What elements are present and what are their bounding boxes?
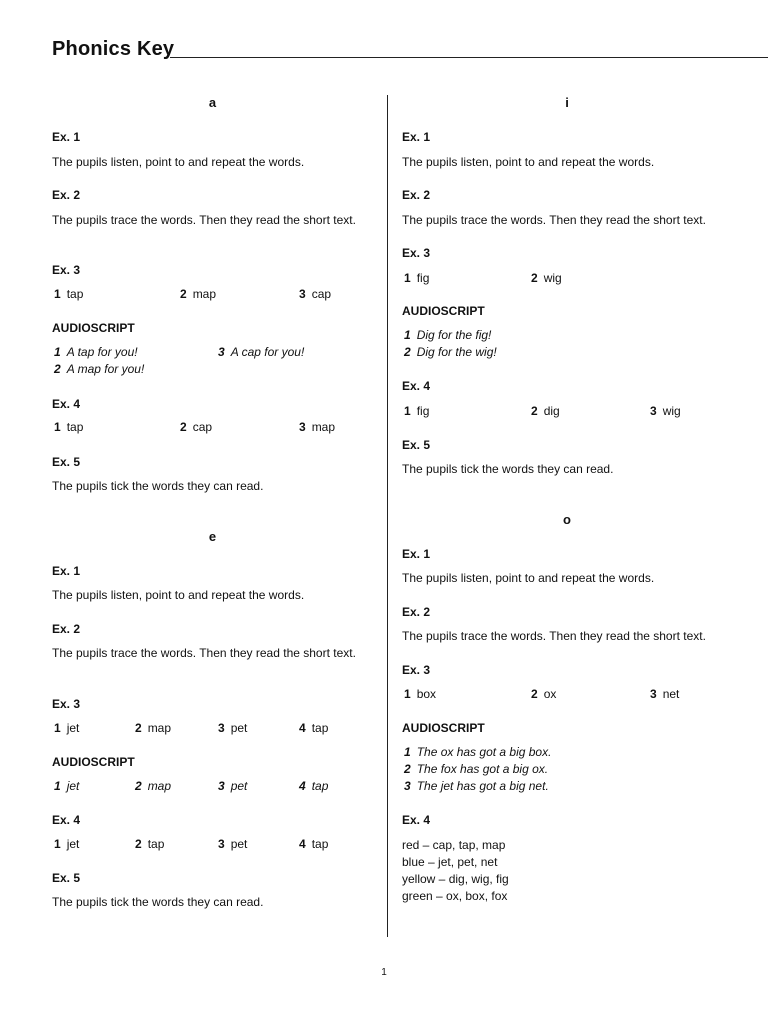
exercise-3-heading: Ex. 3 [52,697,81,711]
answer-item [54,420,83,434]
answer-number: 2 [531,271,538,285]
audioscript-number: 1 [54,779,61,793]
exercise-2-heading: Ex. 2 [402,188,431,202]
audioscript-text: tap [311,779,329,793]
answer-number: 3 [299,287,306,301]
answer-number: 4 [299,721,306,735]
audioscript-heading: AUDIOSCRIPT [52,321,135,335]
answer-number: 1 [54,420,61,434]
answer-word: tap [311,721,329,735]
audioscript-line [52,779,373,795]
answer-item [180,420,212,434]
exercise-3-heading: Ex. 3 [402,663,431,677]
audioscript-heading: AUDIOSCRIPT [52,755,135,769]
answer-number: 3 [650,687,657,701]
section-heading-e: e [208,529,217,544]
audioscript-item [299,779,328,793]
answer-item [531,271,562,285]
answer-item [404,271,429,285]
colour-group-line: blue – jet, pet, net [402,855,498,869]
audioscript-line [402,762,732,778]
answer-item [531,404,560,418]
answer-word: cap [311,287,332,301]
answer-item [135,837,164,851]
answer-word: box [416,687,437,701]
answer-word: map [147,721,172,735]
audioscript-item [218,345,304,359]
audioscript-item [404,762,548,776]
answer-number: 2 [135,837,142,851]
answer-item [404,404,429,418]
answer-word: tap [147,837,165,851]
answer-word: fig [416,271,430,285]
audioscript-item [404,745,551,759]
answer-number: 3 [218,837,225,851]
exercise-2-text: The pupils trace the words. Then they read the short text. [52,646,356,660]
answer-item [299,837,328,851]
exercise-4-answers [52,420,373,436]
audioscript-line [402,779,732,795]
audioscript-line [402,328,732,344]
exercise-4-answers [52,837,373,853]
exercise-4-heading: Ex. 4 [52,813,81,827]
answer-word: tap [66,287,84,301]
answer-item [54,287,83,301]
audioscript-number: 2 [404,345,411,359]
colour-groups-list [402,837,732,905]
audioscript-item [54,362,144,376]
audioscript-number: 4 [299,779,306,793]
answer-word: map [311,420,336,434]
page-number: 1 [381,967,387,978]
exercise-3-answers [402,271,732,287]
answer-number: 2 [531,404,538,418]
answer-number: 2 [135,721,142,735]
exercise-1-heading: Ex. 1 [52,564,81,578]
exercise-4-heading: Ex. 4 [52,397,81,411]
exercise-3-answers [402,687,732,703]
answer-number: 3 [299,420,306,434]
exercise-2-heading: Ex. 2 [402,605,431,619]
exercise-4-heading: Ex. 4 [402,813,431,827]
colour-group-line: green – ox, box, fox [402,889,508,903]
answer-number: 2 [531,687,538,701]
audioscript-number: 1 [404,328,411,342]
audioscript-item [218,779,247,793]
answer-item [218,721,247,735]
answer-word: jet [66,721,80,735]
audioscript-text: The fox has got a big ox. [416,762,549,776]
answer-number: 1 [404,687,411,701]
audioscript-text: pet [230,779,248,793]
answer-item [531,687,556,701]
answer-number: 2 [180,420,187,434]
answer-word: tap [66,420,84,434]
audioscript-heading: AUDIOSCRIPT [402,304,485,318]
audioscript-text: Dig for the fig! [416,328,492,342]
answer-item [54,837,79,851]
exercise-5-text: The pupils tick the words they can read. [402,462,614,476]
exercise-2-heading: Ex. 2 [52,188,81,202]
answer-word: fig [416,404,430,418]
answer-number: 1 [404,404,411,418]
audioscript-line [402,345,732,361]
exercise-1-text: The pupils listen, point to and repeat the words. [52,588,305,602]
section-heading-o: o [563,512,571,527]
answer-number: 4 [299,837,306,851]
audioscript-number: 3 [218,345,225,359]
answer-item [218,837,247,851]
answer-item [135,721,171,735]
exercise-5-text: The pupils tick the words they can read. [52,479,264,493]
answer-word: net [662,687,680,701]
audioscript-text: The ox has got a big box. [416,745,552,759]
exercise-2-text: The pupils trace the words. Then they read the short text. [402,213,706,227]
audioscript-item [404,328,491,342]
answer-number: 1 [404,271,411,285]
answer-word: dig [543,404,560,418]
audioscript-text: A map for you! [66,362,145,376]
answer-word: map [192,287,217,301]
answer-item [180,287,216,301]
answer-number: 1 [54,287,61,301]
exercise-2-heading: Ex. 2 [52,622,81,636]
exercise-3-heading: Ex. 3 [52,263,81,277]
exercise-1-heading: Ex. 1 [402,547,431,561]
audioscript-line [52,362,373,378]
exercise-1-text: The pupils listen, point to and repeat the words. [52,155,305,169]
answer-word: pet [230,837,248,851]
title-rule [170,57,768,58]
audioscript-item [135,779,171,793]
exercise-3-answers [52,287,373,303]
exercise-1-heading: Ex. 1 [52,130,81,144]
exercise-2-text: The pupils trace the words. Then they read the short text. [52,213,356,227]
colour-group-line: red – cap, tap, map [402,838,506,852]
answer-number: 2 [180,287,187,301]
audioscript-number: 2 [135,779,142,793]
audioscript-item [404,779,549,793]
answer-word: pet [230,721,248,735]
audioscript-item [54,345,138,359]
answer-word: cap [192,420,213,434]
answer-item [650,687,679,701]
audioscript-text: A tap for you! [66,345,138,359]
audioscript-number: 1 [54,345,61,359]
audioscript-line [402,745,732,761]
audioscript-heading: AUDIOSCRIPT [402,721,485,735]
answer-item [650,404,681,418]
column-divider [387,95,388,937]
answer-number: 3 [650,404,657,418]
answer-item [54,721,79,735]
audioscript-text: jet [66,779,80,793]
page-title: Phonics Key [52,38,175,60]
section-heading-a: a [208,95,217,110]
exercise-3-heading: Ex. 3 [402,246,431,260]
answer-number: 1 [54,837,61,851]
exercise-5-text: The pupils tick the words they can read. [52,895,264,909]
audioscript-number: 3 [218,779,225,793]
answer-word: ox [543,687,557,701]
exercise-5-heading: Ex. 5 [52,871,81,885]
answer-word: jet [66,837,80,851]
exercise-2-text: The pupils trace the words. Then they read the short text. [402,629,706,643]
audioscript-text: Dig for the wig! [416,345,497,359]
audioscript-text: The jet has got a big net. [416,779,549,793]
exercise-1-heading: Ex. 1 [402,130,431,144]
exercise-4-answers [402,404,732,420]
exercise-3-answers [52,721,373,737]
answer-number: 1 [54,721,61,735]
answer-item [404,687,436,701]
exercise-5-heading: Ex. 5 [402,438,431,452]
audioscript-text: map [147,779,172,793]
audioscript-number: 2 [54,362,61,376]
answer-word: wig [543,271,562,285]
audioscript-item [54,779,79,793]
answer-item [299,420,335,434]
answer-word: wig [662,404,681,418]
audioscript-text: A cap for you! [230,345,305,359]
exercise-1-text: The pupils listen, point to and repeat the words. [402,571,655,585]
audioscript-number: 3 [404,779,411,793]
audioscript-number: 2 [404,762,411,776]
answer-item [299,287,331,301]
exercise-5-heading: Ex. 5 [52,455,81,469]
answer-word: tap [311,837,329,851]
colour-group-line: yellow – dig, wig, fig [402,872,509,886]
exercise-4-heading: Ex. 4 [402,379,431,393]
audioscript-line [52,345,373,361]
audioscript-number: 1 [404,745,411,759]
answer-number: 3 [218,721,225,735]
answer-item [299,721,328,735]
exercise-1-text: The pupils listen, point to and repeat the words. [402,155,655,169]
section-heading-i: i [565,95,569,110]
audioscript-item [404,345,497,359]
